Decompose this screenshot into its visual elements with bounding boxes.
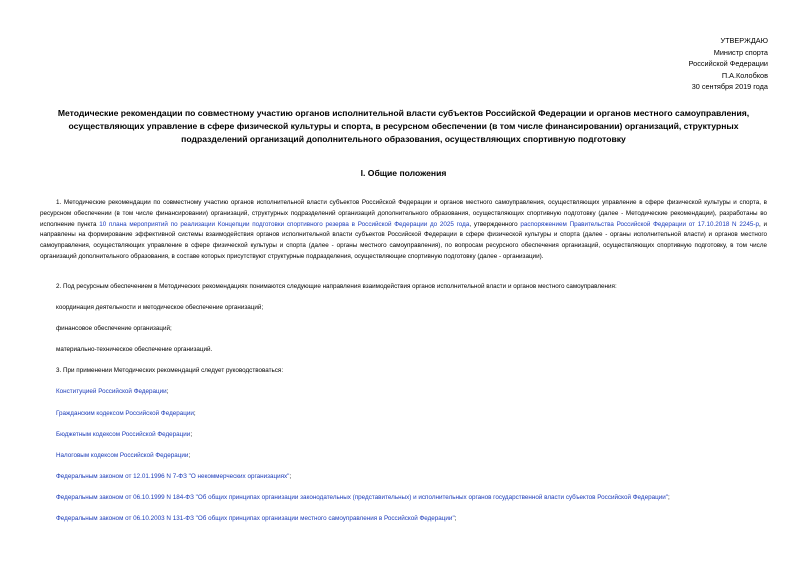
law-link[interactable]: Налоговым кодексом Российской Федерации <box>56 452 189 459</box>
paragraph-text: , и направлены на формирование эффективной системы взаимодействия органов исполнительной власти субъектов Российской Федерации в сфере физической культуры и спорта (далее - органы исполнительной власти) и органов местного самоуправления, осуществляющих управление в сфере физической культуры и спорта (далее - органы местного самоуправления), по вопросам ресурсного обеспечения организаций, осуществляющих спортивную подготовку, в том числе организаций дополнительного образования, в составе которых присутствуют структурные подразделения, осуществляющие спортивную подготовку (далее - организации). <box>40 220 767 260</box>
paragraph-3: 3. При применении Методических рекомендаций следует руководствоваться: <box>56 367 284 374</box>
list-item: координация деятельности и методическое обеспечение организаций; <box>56 304 264 311</box>
list-punct: ; <box>190 431 193 438</box>
list-punct: ; <box>289 473 292 480</box>
law-link[interactable]: Бюджетным кодексом Российской Федерации <box>56 431 191 438</box>
law-link[interactable]: Федеральным законом от 12.01.1996 N 7-ФЗ "О некоммерческих организациях" <box>56 473 290 480</box>
law-list-item <box>56 472 767 483</box>
approval-line: П.А.Колобков <box>721 70 768 80</box>
law-list-item <box>56 451 767 462</box>
paragraph-text: , утвержденного <box>469 220 521 228</box>
list-punct: ; <box>193 410 196 417</box>
list-punct: ; <box>188 452 191 459</box>
approval-block <box>689 35 768 93</box>
approval-line: Российской Федерации <box>688 59 768 69</box>
list-item: финансовое обеспечение организаций; <box>56 325 172 332</box>
law-list-item <box>56 387 767 398</box>
list-item: материально-техническое обеспечение организаций. <box>56 346 213 353</box>
paragraph-text: 1. Методические рекомендации по совместному участию органов исполнительной власти субъектов Российской Федерации и органов местного самоуправления, осуществляющих управление в сфере физической культуры и спорта, в ресурсном обеспечении (в том числе финансировании) организаций, структурных подразделений организаций дополнительного образования, осуществляющих спортивную подготовку (далее - Методические рекомендации), разработаны во исполнение пункта <box>40 199 767 228</box>
section-title: I. Общие положения <box>360 168 447 178</box>
approval-line: УТВЕРЖДАЮ <box>720 36 768 45</box>
list-punct: ; <box>454 515 457 522</box>
list-punct: ; <box>667 494 670 501</box>
approval-line: 30 сентября 2019 года <box>691 82 768 92</box>
decree-link[interactable]: распоряжением Правительства Российской Федерации от 17.10.2018 N 2245-р <box>520 220 759 228</box>
law-link[interactable]: Федеральным законом от 06.10.2003 N 131-ФЗ "Об общих принципах организации местного самоуправления в Российской Федерации" <box>56 515 455 522</box>
law-link[interactable]: Конституцией Российской Федерации <box>56 388 167 395</box>
law-list-item <box>56 493 767 504</box>
paragraph-1 <box>40 198 767 263</box>
document-title: Методические рекомендации по совместному участию органов исполнительной власти субъектов Российской Федерации и органов местного самоуправления, осуществляющих управление в сфере физической культуры и спорта, в ресурсном обеспечении (в том числе финансировании) организаций, структурных подразделений организаций дополнительного образования, осуществляющих спортивную подготовку <box>57 108 750 144</box>
law-list-item <box>56 409 767 420</box>
law-list-item <box>56 514 767 525</box>
law-list-item <box>56 430 767 441</box>
approval-line: Министр спорта <box>713 47 768 57</box>
plan-link[interactable]: 10 плана мероприятий по реализации Концепции подготовки спортивного резерва в Российской Федерации до 2025 года <box>99 220 470 228</box>
law-link[interactable]: Гражданским кодексом Российской Федерации <box>56 410 194 417</box>
law-link[interactable]: Федеральным законом от 06.10.1999 N 184-ФЗ "Об общих принципах организации законодательных (представительных) и исполнительных органов государственной власти субъектов Российской Федерации" <box>56 494 668 501</box>
list-punct: ; <box>166 388 169 395</box>
paragraph-2: 2. Под ресурсным обеспечением в Методических рекомендациях понимаются следующие направления взаимодействия органов исполнительной власти и органов местного самоуправления: <box>56 283 617 290</box>
